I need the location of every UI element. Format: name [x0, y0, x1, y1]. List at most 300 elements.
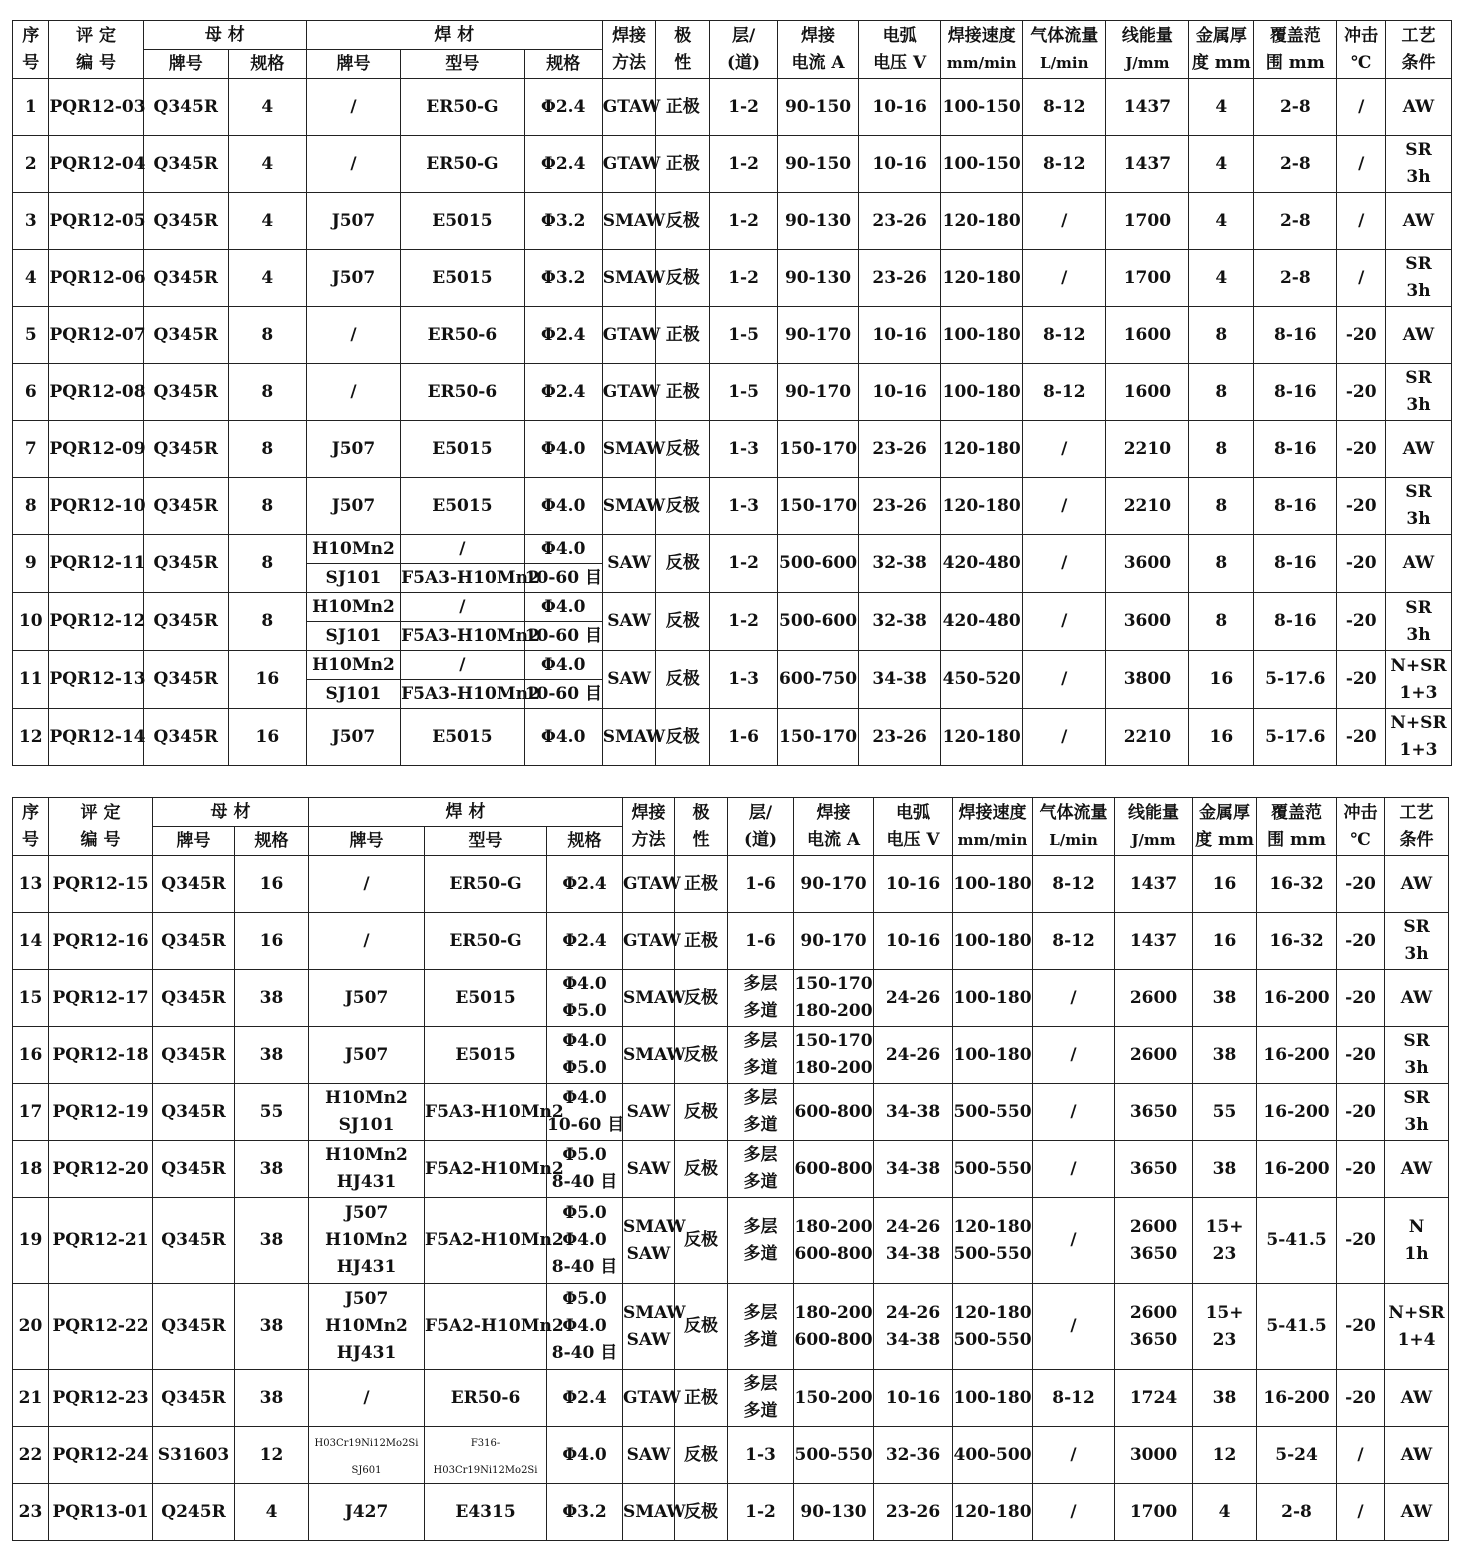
cell-method-line: GTAW: [623, 873, 681, 894]
cell-seq: [13, 421, 49, 478]
cell-gas: [1023, 535, 1106, 593]
table-row: [13, 1484, 1449, 1541]
cell-method: [623, 970, 686, 1027]
cell-eval-id-line: PQR12-10: [49, 495, 146, 516]
cell-voltage: [874, 1370, 953, 1427]
cell-condition: [1386, 593, 1452, 651]
header-seq: 序 号: [13, 798, 49, 856]
cell-condition-line: SR: [1405, 368, 1432, 388]
header-base-spec: 规格: [228, 50, 306, 79]
cell-base-spec: [228, 651, 306, 709]
cell-thickness-line: 4: [1215, 210, 1228, 231]
cell-polarity: [656, 136, 710, 193]
cell-gas-line: 8-12: [1052, 1387, 1095, 1408]
cell-current-line: 90-130: [784, 210, 852, 231]
header-polarity: 极 性: [656, 21, 710, 79]
cell-impact: [1337, 421, 1386, 478]
cell-base-grade: [143, 364, 228, 421]
cell-impact: [1337, 970, 1385, 1027]
cell-filler-grade-line: H10Mn2: [325, 1145, 408, 1165]
cell-speed-line: 100-180: [953, 1387, 1032, 1408]
pqr-table-1: [12, 20, 1452, 766]
cell-base-grade-line: Q345R: [153, 669, 218, 689]
cell-base-grade-line: Q345R: [153, 438, 218, 459]
cell-impact: [1337, 1284, 1385, 1370]
cell-heat: [1106, 421, 1189, 478]
pqr-table-2: [12, 797, 1449, 1541]
cell-thickness-line: 16: [1209, 669, 1234, 689]
cell-method-line: SMAW: [623, 1216, 686, 1237]
cell-base-grade: [143, 651, 228, 709]
cell-current-line: 600-800: [794, 1101, 873, 1122]
table-row: [13, 193, 1452, 250]
cell-seq: [13, 1284, 49, 1370]
cell-thickness: [1189, 250, 1254, 307]
cell-cover: [1254, 193, 1337, 250]
cell-filler-grade: [306, 421, 400, 478]
cell-filler-type-line: E5015: [455, 1044, 516, 1065]
header-base: 母 材: [153, 798, 309, 827]
cell-filler-type-line: ER50-G: [449, 930, 522, 951]
cell-voltage-line: 10-16: [872, 324, 927, 345]
cell-eval-id: [49, 1484, 153, 1541]
cell-filler-type-line: E5015: [432, 726, 493, 747]
cell-base-spec: [228, 307, 306, 364]
cell-base-spec-line: 16: [259, 930, 284, 951]
cell-method-line: GTAW: [623, 1387, 681, 1408]
cell-method: [602, 136, 661, 193]
cell-filler-grade: [306, 564, 400, 593]
cell-gas: [1033, 1427, 1115, 1484]
cell-thickness-line: 23: [1212, 1329, 1237, 1350]
cell-seq-line: 9: [24, 553, 37, 573]
cell-base-grade: [153, 856, 235, 913]
cell-thickness-line: 38: [1212, 1044, 1237, 1065]
cell-impact: [1337, 136, 1386, 193]
cell-speed: [953, 1027, 1033, 1084]
cell-base-spec-line: 4: [261, 96, 274, 117]
cell-eval-id-line: PQR12-20: [52, 1158, 149, 1179]
cell-eval-id: [49, 478, 146, 535]
cell-layer-line: 1-3: [728, 438, 759, 459]
cell-filler-type-line: F5A3-H10Mn2: [401, 567, 540, 588]
cell-voltage-line: 24-26: [885, 1216, 941, 1237]
header-base-grade: 牌号: [153, 827, 235, 856]
cell-method: [602, 307, 661, 364]
cell-impact-line: /: [1358, 267, 1365, 288]
cell-method-line: SAW: [626, 1101, 671, 1122]
cell-filler-type: [425, 1084, 564, 1141]
cell-layer-line: 多道: [743, 1329, 778, 1350]
cell-impact-line: -20: [1345, 611, 1377, 631]
cell-gas-line: /: [1070, 1230, 1077, 1250]
cell-gas: [1023, 709, 1106, 766]
cell-speed-line: 100-180: [953, 930, 1032, 951]
cell-condition: [1385, 1484, 1449, 1541]
cell-eval-id-line: PQR12-04: [49, 153, 146, 174]
cell-heat: [1106, 136, 1189, 193]
cell-gas: [1023, 478, 1106, 535]
cell-filler-grade-line: SJ101: [325, 625, 382, 646]
cell-heat-line: 1724: [1129, 1387, 1178, 1408]
cell-condition-line: SR: [1405, 597, 1432, 618]
cell-seq-line: 20: [18, 1316, 43, 1336]
cell-thickness-line: 4: [1215, 153, 1228, 174]
cell-thickness-line: 12: [1212, 1444, 1237, 1465]
cell-thickness: [1189, 535, 1254, 593]
cell-heat: [1106, 79, 1189, 136]
cell-method-line: SAW: [607, 611, 651, 631]
cell-cover-line: 16-200: [1263, 1101, 1330, 1122]
cell-heat-line: 2600: [1129, 1044, 1178, 1065]
cell-filler-grade-line: HJ431: [336, 1257, 397, 1277]
cell-polarity: [656, 651, 710, 709]
cell-polarity-line: 正极: [665, 153, 700, 174]
cell-speed: [941, 535, 1023, 593]
cell-voltage-line: 24-26: [885, 1044, 941, 1065]
cell-polarity-line: 反极: [684, 1316, 719, 1336]
cell-filler-grade-line: H10Mn2: [312, 654, 395, 675]
table-row: [13, 478, 1452, 535]
cell-cover-line: 16-200: [1263, 1158, 1330, 1179]
cell-seq-line: 19: [18, 1230, 43, 1250]
cell-heat: [1115, 1084, 1193, 1141]
cell-base-grade: [143, 421, 228, 478]
cell-base-grade: [143, 593, 228, 651]
cell-base-spec-line: 8: [261, 324, 274, 345]
cell-eval-id: [49, 1141, 153, 1198]
cell-speed-line: 100-150: [942, 153, 1021, 174]
cell-base-grade: [143, 250, 228, 307]
cell-speed-line: 100-180: [942, 381, 1021, 402]
cell-filler-grade-line: H10Mn2: [325, 1230, 408, 1250]
cell-filler-grade-line: /: [363, 873, 370, 894]
cell-filler-type-line: F5A2-H10Mn2: [425, 1230, 564, 1250]
cell-eval-id-line: PQR12-09: [49, 438, 146, 459]
cell-method: [602, 709, 666, 766]
cell-heat: [1115, 913, 1193, 970]
cell-filler-spec-line: Φ2.4: [562, 930, 607, 951]
cell-speed: [953, 1370, 1033, 1427]
cell-current: [778, 478, 859, 535]
cell-thickness-line: 8: [1215, 611, 1228, 631]
cell-filler-spec-line: 8-40 目: [551, 1343, 618, 1363]
cell-cover-line: 8-16: [1274, 381, 1317, 402]
cell-eval-id-line: PQR12-15: [52, 873, 149, 894]
cell-speed-line: 120-180: [953, 1216, 1032, 1237]
cell-layer: [710, 421, 778, 478]
cell-layer: [710, 136, 778, 193]
cell-gas: [1033, 1084, 1115, 1141]
cell-condition-line: 3h: [1406, 167, 1431, 187]
cell-impact-line: -20: [1345, 1387, 1376, 1408]
cell-method: [623, 1084, 675, 1141]
cell-seq: [13, 79, 49, 136]
cell-impact-line: -20: [1345, 1230, 1376, 1250]
cell-condition-line: 1+3: [1399, 682, 1438, 703]
cell-layer-line: 1-2: [745, 1501, 776, 1522]
cell-condition: [1385, 1084, 1449, 1141]
cell-eval-id: [49, 709, 146, 766]
cell-filler-grade-line: HJ431: [336, 1343, 397, 1363]
cell-gas: [1033, 1027, 1115, 1084]
cell-impact-line: -20: [1345, 726, 1377, 747]
cell-gas-line: 8-12: [1043, 153, 1086, 174]
cell-filler-type: [401, 651, 525, 680]
cell-thickness: [1193, 1284, 1257, 1370]
cell-filler-grade: [309, 1427, 425, 1484]
cell-filler-grade-line: SJ101: [325, 567, 382, 588]
table-row: [13, 1370, 1449, 1427]
cell-filler-grade-line: H10Mn2: [312, 596, 395, 617]
cell-thickness-line: 8: [1215, 381, 1228, 402]
cell-impact: [1337, 593, 1386, 651]
cell-thickness-line: 38: [1212, 1158, 1237, 1179]
cell-cover: [1254, 79, 1337, 136]
cell-voltage: [874, 1284, 953, 1370]
cell-speed-line: 120-180: [953, 1302, 1032, 1323]
cell-impact: [1337, 535, 1386, 593]
cell-method: [623, 1427, 675, 1484]
cell-method: [602, 79, 661, 136]
cell-current-line: 90-170: [800, 873, 867, 894]
cell-heat: [1106, 250, 1189, 307]
cell-polarity: [675, 856, 728, 913]
cell-filler-grade: [309, 1084, 425, 1141]
cell-heat-line: 2600: [1129, 1216, 1178, 1237]
cell-layer-line: 多道: [743, 1401, 778, 1421]
cell-condition-line: 1h: [1404, 1243, 1429, 1264]
cell-method-line: SAW: [607, 553, 651, 573]
cell-eval-id: [49, 651, 146, 709]
cell-filler-type: [425, 1198, 564, 1284]
cell-layer-line: 多层: [743, 974, 778, 994]
cell-layer-line: 多道: [743, 1243, 778, 1264]
cell-thickness-line: 16: [1209, 726, 1234, 747]
header-filler-grade: 牌号: [309, 827, 425, 856]
cell-layer: [728, 1141, 794, 1198]
cell-heat-line: 3800: [1123, 669, 1172, 689]
cell-impact-line: -20: [1345, 381, 1377, 402]
cell-current: [778, 535, 859, 593]
header-condition: 工艺 条件: [1385, 798, 1449, 856]
cell-seq-line: 6: [24, 381, 37, 402]
cell-current: [794, 970, 874, 1027]
cell-filler-spec-line: Φ4.0: [541, 726, 586, 747]
cell-thickness: [1189, 709, 1254, 766]
cell-heat: [1115, 1027, 1193, 1084]
cell-condition-line: AW: [1400, 1501, 1433, 1522]
cell-method: [623, 1198, 686, 1284]
cell-layer: [728, 1427, 794, 1484]
cell-base-spec: [228, 709, 306, 766]
cell-filler-grade-line: J427: [344, 1501, 389, 1522]
cell-filler-type: [401, 421, 525, 478]
cell-condition: [1385, 856, 1449, 913]
cell-filler-type: [401, 136, 525, 193]
cell-method-line: SAW: [626, 1444, 671, 1465]
pqr-table-2-body: [13, 856, 1449, 1541]
cell-impact: [1337, 913, 1385, 970]
cell-layer-line: 多道: [743, 1172, 778, 1192]
cell-condition-line: AW: [1402, 438, 1435, 459]
cell-filler-type: [401, 364, 525, 421]
cell-current-line: 90-150: [784, 96, 852, 117]
cell-method-line: SMAW: [602, 495, 666, 516]
cell-seq-line: 2: [24, 153, 37, 174]
header-eval: 评 定 编 号: [49, 21, 143, 79]
table-row: [13, 1284, 1449, 1370]
cell-impact: [1337, 1427, 1385, 1484]
cell-cover: [1257, 1427, 1337, 1484]
cell-filler-grade-line: J507: [344, 1044, 389, 1065]
cell-filler-spec-line: 10-60 目: [547, 1115, 625, 1135]
cell-gas: [1033, 970, 1115, 1027]
cell-condition: [1385, 970, 1449, 1027]
cell-voltage: [859, 651, 941, 709]
cell-voltage: [874, 970, 953, 1027]
cell-voltage: [874, 1427, 953, 1484]
cell-base-spec: [228, 593, 306, 651]
cell-base-grade-line: Q345R: [153, 96, 218, 117]
cell-cover: [1257, 1141, 1337, 1198]
cell-base-spec-line: 8: [261, 611, 274, 631]
cell-heat: [1106, 478, 1189, 535]
cell-impact-line: /: [1357, 1444, 1364, 1465]
cell-method-line: SAW: [626, 1329, 671, 1350]
cell-base-spec: [235, 1141, 309, 1198]
cell-base-spec-line: 4: [261, 267, 274, 288]
header-voltage: 电弧 电压 V: [874, 798, 953, 856]
cell-heat-line: 1437: [1129, 873, 1178, 894]
cell-condition: [1386, 250, 1452, 307]
cell-method-line: GTAW: [602, 324, 661, 345]
cell-base-spec: [235, 913, 309, 970]
cell-method: [602, 250, 666, 307]
cell-current-line: 150-170: [794, 1031, 873, 1051]
cell-base-spec: [228, 193, 306, 250]
cell-thickness-line: 38: [1212, 1387, 1237, 1408]
cell-thickness-line: 16: [1212, 873, 1237, 894]
cell-filler-grade: [306, 79, 400, 136]
cell-cover: [1254, 651, 1337, 709]
cell-base-spec: [235, 1198, 309, 1284]
cell-current-line: 500-600: [779, 553, 858, 573]
cell-base-spec: [235, 1284, 309, 1370]
cell-current-line: 150-170: [794, 974, 873, 994]
cell-gas: [1033, 1484, 1115, 1541]
cell-base-spec: [228, 136, 306, 193]
cell-cover-line: 8-16: [1274, 611, 1317, 631]
cell-seq: [13, 535, 49, 593]
cell-filler-type-line: H03Cr19Ni12Mo2Si: [433, 1465, 538, 1476]
cell-condition: [1386, 535, 1452, 593]
cell-filler-spec: [547, 1427, 623, 1484]
cell-base-spec: [235, 1084, 309, 1141]
cell-speed: [941, 709, 1023, 766]
cell-layer: [728, 1284, 794, 1370]
cell-seq: [13, 651, 49, 709]
cell-method-line: SAW: [626, 1158, 671, 1179]
cell-filler-type: [401, 193, 525, 250]
cell-thickness: [1193, 970, 1257, 1027]
cell-method-line: GTAW: [623, 930, 681, 951]
cell-filler-type-line: ER50-G: [426, 153, 499, 174]
cell-layer-line: 1-6: [728, 726, 759, 747]
cell-filler-spec-line: 10-60 目: [524, 683, 602, 704]
cell-cover-line: 8-16: [1274, 495, 1317, 516]
header-filler: 焊 材: [306, 21, 602, 50]
cell-cover-line: 2-8: [1281, 1501, 1312, 1522]
cell-condition-line: SR: [1405, 482, 1432, 502]
cell-polarity: [675, 913, 728, 970]
cell-base-spec-line: 16: [255, 726, 280, 747]
cell-filler-spec-line: Φ4.0: [541, 596, 586, 617]
cell-seq-line: 13: [18, 873, 43, 894]
cell-condition-line: 3h: [1406, 281, 1431, 301]
cell-condition-line: N: [1408, 1216, 1425, 1237]
cell-base-grade: [153, 970, 235, 1027]
cell-speed-line: 400-500: [953, 1444, 1032, 1465]
cell-condition-line: AW: [1402, 210, 1435, 231]
cell-current: [794, 1027, 874, 1084]
cell-condition-line: 1+3: [1399, 740, 1438, 760]
cell-cover: [1254, 709, 1337, 766]
cell-layer: [710, 535, 778, 593]
cell-heat-line: 1700: [1123, 210, 1172, 231]
cell-filler-spec-line: Φ5.0: [562, 1058, 607, 1078]
cell-method: [623, 1027, 686, 1084]
cell-condition: [1385, 1141, 1449, 1198]
cell-base-grade: [143, 478, 228, 535]
cell-current-line: 90-170: [800, 930, 867, 951]
cell-voltage-line: 34-38: [885, 1329, 941, 1350]
cell-base-grade-line: Q345R: [161, 1158, 226, 1179]
cell-voltage-line: 34-38: [872, 669, 927, 689]
cell-cover: [1254, 250, 1337, 307]
cell-speed: [953, 856, 1033, 913]
cell-eval-id: [49, 1084, 153, 1141]
cell-filler-grade: [309, 970, 425, 1027]
header-base-grade: 牌号: [143, 50, 228, 79]
cell-polarity-line: 反极: [665, 495, 700, 516]
cell-method-line: GTAW: [602, 96, 661, 117]
cell-thickness: [1193, 913, 1257, 970]
cell-thickness: [1189, 364, 1254, 421]
cell-filler-type-line: E4315: [455, 1501, 516, 1522]
cell-condition: [1386, 193, 1452, 250]
cell-filler-type-line: E5015: [432, 210, 493, 231]
cell-seq-line: 4: [24, 267, 37, 288]
cell-speed-line: 120-180: [942, 267, 1021, 288]
cell-voltage: [859, 709, 941, 766]
cell-condition-line: 1+4: [1397, 1329, 1436, 1350]
cell-layer: [728, 913, 794, 970]
header-gas: 气体流量 L/min: [1033, 798, 1115, 856]
cell-cover-line: 5-17.6: [1265, 669, 1326, 689]
cell-voltage-line: 23-26: [872, 726, 927, 747]
cell-eval-id-line: PQR12-07: [49, 324, 146, 345]
cell-seq-line: 14: [18, 930, 43, 951]
cell-cover-line: 8-16: [1274, 553, 1317, 573]
cell-impact-line: -20: [1345, 553, 1377, 573]
cell-impact: [1337, 651, 1386, 709]
cell-current-line: 90-150: [784, 153, 852, 174]
cell-polarity-line: 正极: [684, 873, 719, 894]
cell-layer-line: 多层: [743, 1088, 778, 1108]
cell-cover-line: 2-8: [1279, 96, 1311, 117]
cell-seq-line: 23: [18, 1501, 43, 1522]
